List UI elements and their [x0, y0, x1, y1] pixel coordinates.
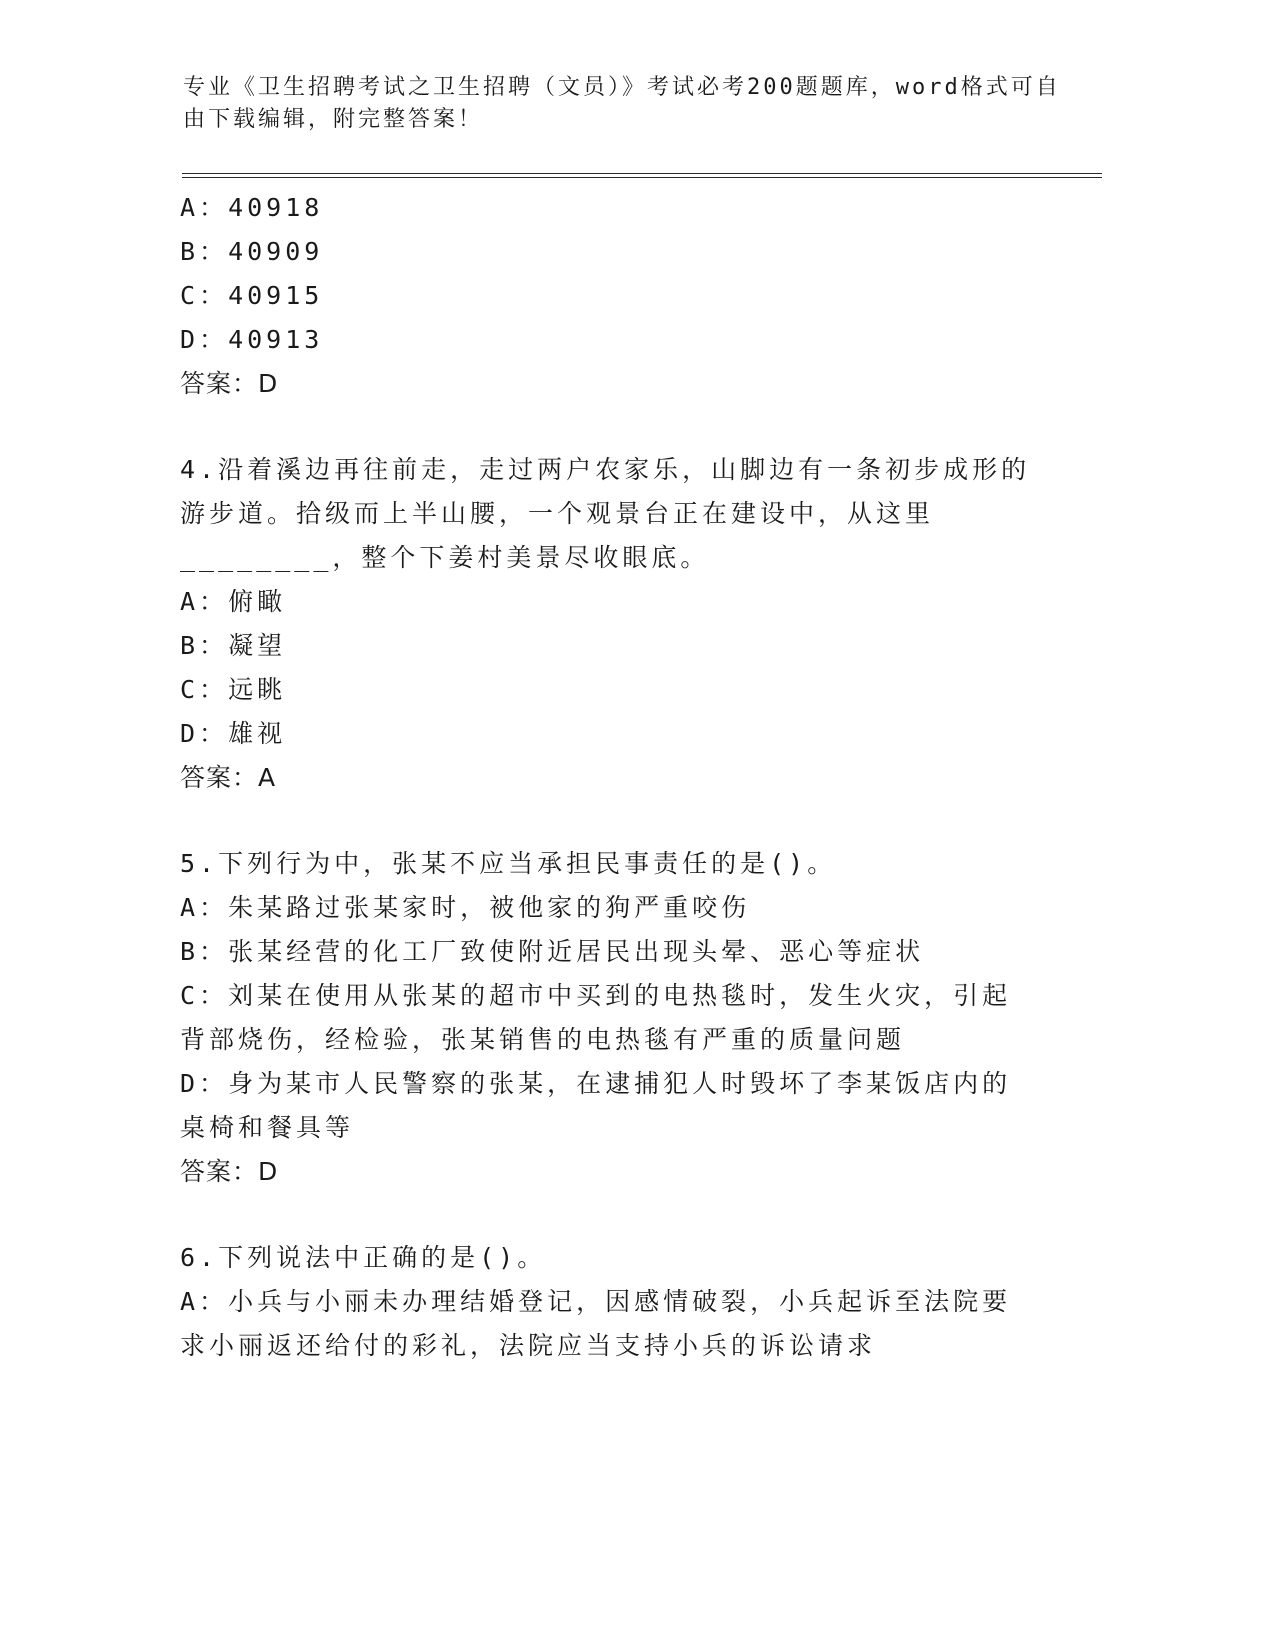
option-key: D： — [180, 1069, 229, 1098]
option-c — [180, 274, 1040, 318]
option-d — [180, 1062, 1040, 1150]
option-a — [180, 186, 1040, 230]
option-key: C： — [180, 675, 229, 704]
option-key: C： — [180, 981, 229, 1010]
option-b — [180, 930, 1040, 974]
option-d — [180, 318, 1040, 362]
option-key: B： — [180, 631, 229, 660]
option-text: 远眺 — [228, 675, 287, 704]
option-text: 40913 — [228, 325, 324, 354]
answer-line: 答案：A — [180, 763, 277, 792]
option-text: 张某经营的化工厂致使附近居民出现头晕、恶心等症状 — [228, 937, 925, 966]
option-text: 小兵与小丽未办理结婚登记，因感情破裂，小兵起诉至法院要求小丽返还给付的彩礼，法院应当支持小兵的诉讼请求 — [180, 1287, 1012, 1360]
option-key: B： — [180, 237, 229, 266]
option-key: C： — [180, 281, 229, 310]
spacer — [180, 406, 1040, 448]
option-a — [180, 886, 1040, 930]
option-text: 40918 — [228, 193, 324, 222]
question-6 — [180, 1236, 1040, 1368]
option-d — [180, 712, 1040, 756]
question-stem: 4.沿着溪边再往前走，走过两户农家乐，山脚边有一条初步成形的游步道。拾级而上半山腰，一个观景台正在建设中，从这里________，整个下姜村美景尽收眼底。 — [180, 455, 1031, 572]
option-c — [180, 668, 1040, 712]
header-rule-bottom — [182, 177, 1102, 178]
option-key: A： — [180, 1287, 229, 1316]
document-header — [183, 72, 1063, 136]
question-5 — [180, 842, 1040, 1194]
option-b — [180, 624, 1040, 668]
option-text: 身为某市人民警察的张某，在逮捕犯人时毁坏了李某饭店内的桌椅和餐具等 — [180, 1069, 1012, 1142]
option-text: 凝望 — [228, 631, 287, 660]
question-stem: 6.下列说法中正确的是()。 — [180, 1243, 547, 1272]
option-key: A： — [180, 893, 229, 922]
spacer — [180, 1194, 1040, 1236]
question-stem: 5.下列行为中，张某不应当承担民事责任的是()。 — [180, 849, 837, 878]
option-text: 40909 — [228, 237, 324, 266]
header-rule-top — [182, 173, 1102, 174]
option-c — [180, 974, 1040, 1062]
option-key: A： — [180, 193, 229, 222]
option-a — [180, 1280, 1040, 1368]
option-key: D： — [180, 719, 229, 748]
answer-line: 答案：D — [180, 369, 279, 398]
option-a — [180, 580, 1040, 624]
question-3 — [180, 186, 1040, 406]
option-key: B： — [180, 937, 229, 966]
option-key: A： — [180, 587, 229, 616]
question-list — [180, 186, 1040, 1368]
option-text: 刘某在使用从张某的超市中买到的电热毯时，发生火灾，引起背部烧伤，经检验，张某销售的电热毯有严重的质量问题 — [180, 981, 1012, 1054]
option-key: D： — [180, 325, 229, 354]
spacer — [180, 800, 1040, 842]
option-text: 雄视 — [228, 719, 287, 748]
option-text: 朱某路过张某家时，被他家的狗严重咬伤 — [228, 893, 751, 922]
option-text: 40915 — [228, 281, 324, 310]
option-b — [180, 230, 1040, 274]
answer-line: 答案：D — [180, 1157, 279, 1186]
question-4 — [180, 448, 1040, 800]
option-text: 俯瞰 — [228, 587, 287, 616]
header-text: 专业《卫生招聘考试之卫生招聘（文员）》考试必考200题题库，word格式可自由下载编辑，附完整答案！ — [183, 75, 1061, 132]
